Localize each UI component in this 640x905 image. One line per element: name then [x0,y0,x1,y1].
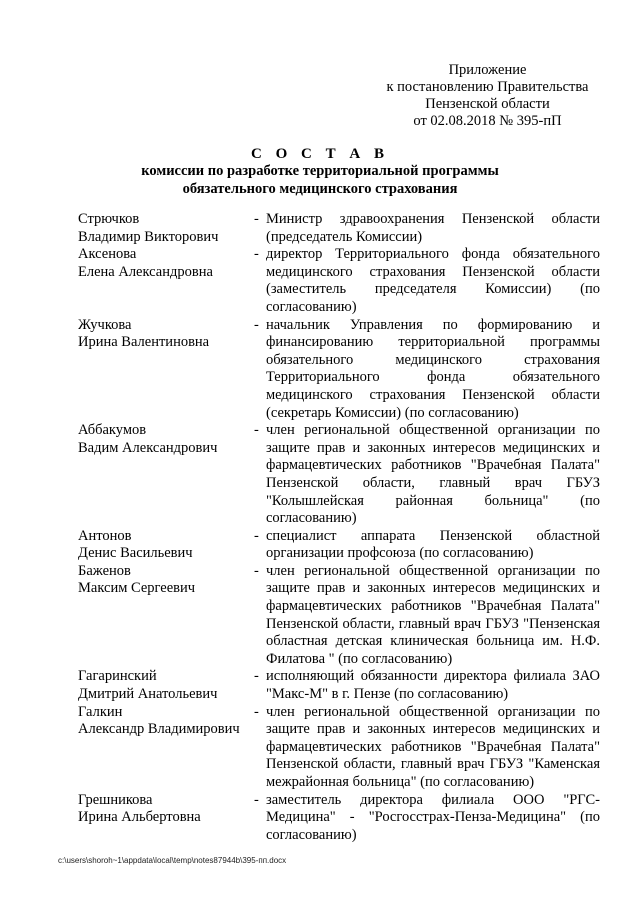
member-surname: Жучкова [78,316,132,333]
member-surname: Баженов [78,562,131,579]
member-position: исполняющий обязанности директора филиала ЗАО "Макс-М" в г. Пензе (по согласованию) [266,668,600,703]
member-position: член региональной общественной организации по защите прав и законных интересов медицинских и фармацевтических работников "Врачебная Палата" Пензенской области, главный врач ГБУЗ "Каменская межрайонная больница" (по согласованию) [266,703,600,790]
member-dash: - [254,316,259,333]
member-name [78,704,254,792]
member-name [78,211,254,246]
member-surname: Гагаринский [78,668,157,685]
appendix-line: Приложение [448,62,527,78]
member-name [78,792,254,845]
member-given-names: Вадим Александрович [78,439,218,456]
member-given-names: Дмитрий Анатольевич [78,686,218,703]
subtitle-line: комиссии по разработке территориальной программы [141,163,499,179]
member-position: директор Территориального фонда обязательного медицинского страхования Пензенской области (заместитель председателя Комиссии) (по согласованию) [266,246,600,315]
member-surname: Галкин [78,703,123,720]
member-given-names: Владимир Викторович [78,228,219,245]
member-dash: - [254,791,259,808]
member-position: член региональной общественной организации по защите прав и законных интересов медицинских и фармацевтических работников "Врачебная Палата" Пензенской области, главный врач ГБУЗ "Колышлейская районная больница" (по согласованию) [266,422,600,527]
member-position: специалист аппарата Пензенской областной организации профсоюза (по согласованию) [266,527,600,562]
member-row [78,792,600,845]
member-name [78,528,254,563]
member-dash: - [254,562,259,579]
member-dash: - [254,246,259,263]
member-surname: Аксенова [78,246,137,263]
member-given-names: Ирина Альбертовна [78,809,201,826]
member-dash: - [254,703,259,720]
member-name [78,563,254,669]
member-name [78,246,254,316]
appendix-line: к постановлению Правительства [386,79,589,95]
member-surname: Грешникова [78,791,153,808]
appendix-block [360,62,615,130]
member-position: член региональной общественной организации по защите прав и законных интересов медицинских и фармацевтических работников "Врачебная Палата" Пензенской области, главный врач ГБУЗ "Пензенская областная детская клиническая больница им. Н.Ф. Филатова " (по согласованию) [266,562,600,667]
member-row [78,563,600,669]
document-subtitle [0,163,640,198]
member-given-names: Ирина Валентиновна [78,334,210,351]
member-row [78,246,600,316]
member-name [78,317,254,423]
member-dash: - [254,527,259,544]
member-surname: Стрючков [78,211,140,227]
member-dash: - [254,668,259,685]
member-row [78,317,600,423]
member-surname: Антонов [78,527,132,544]
member-row [78,528,600,563]
member-position: заместитель директора филиала ООО "РГС-Медицина" - "Росгосстрах-Пенза-Медицина" (по согласованию) [266,791,600,843]
member-row [78,668,600,703]
member-given-names: Денис Васильевич [78,545,193,562]
member-given-names: Александр Владимирович [78,721,240,738]
members-list [78,211,600,844]
member-name [78,422,254,528]
member-surname: Аббакумов [78,422,147,439]
member-dash: - [254,211,259,227]
member-position: начальник Управления по формированию и финансированию территориальной программы обязательного медицинского страхования Территориального фонда обязательного медицинского страхования Пензенской области (секретарь Комиссии) (по согласованию) [266,316,600,421]
member-row [78,704,600,792]
file-path-footer: c:\users\shoroh~1\appdata\local\temp\notes87944b\395-пп.docx [58,856,287,865]
member-dash: - [254,422,259,439]
member-row [78,422,600,528]
member-given-names: Елена Александровна [78,263,213,280]
appendix-line: от 02.08.2018 № 395-пП [413,113,562,129]
member-position: Министр здравоохранения Пензенской области (председатель Комиссии) [266,211,600,245]
member-given-names: Максим Сергеевич [78,580,196,597]
appendix-line: Пензенской области [425,96,550,112]
document-title: С О С Т А В [251,146,389,162]
member-row [78,211,600,246]
member-name [78,668,254,703]
subtitle-line: обязательного медицинского страхования [182,180,458,197]
